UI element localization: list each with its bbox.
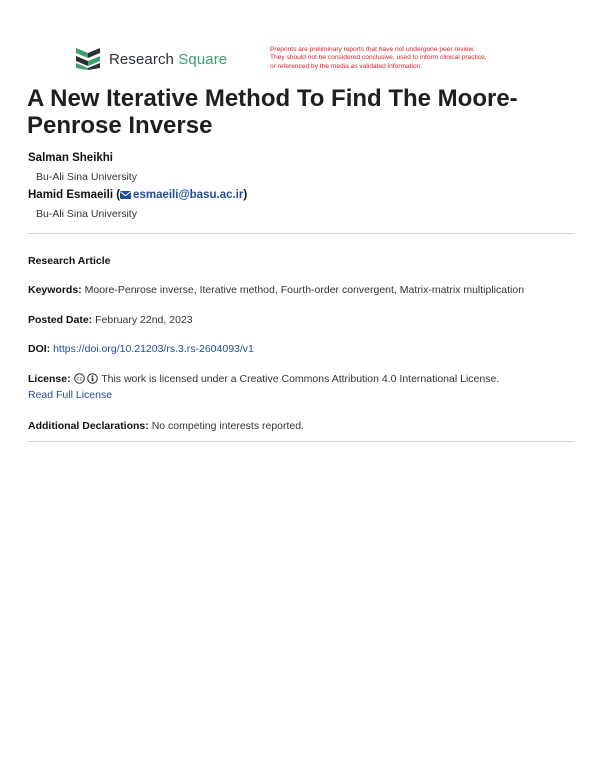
article-type-value: Research Article	[28, 255, 111, 267]
posted-date-row	[28, 312, 578, 328]
svg-text:cc: cc	[76, 376, 83, 383]
declarations-label: Additional Declarations:	[28, 420, 149, 432]
doi-link[interactable]: https://doi.org/10.21203/rs.3.rs-2604093/v1	[53, 343, 254, 355]
research-square-logo-icon	[74, 48, 102, 70]
divider-bottom	[28, 441, 574, 442]
license-text: This work is licensed under a Creative Commons Attribution 4.0 International License.	[101, 373, 500, 385]
author-entry-2: Hamid Esmaeili ( esmaeili@basu.ac.ir)	[28, 189, 248, 201]
read-full-license-link[interactable]: Read Full License	[28, 389, 113, 401]
posted-date-value: February 22nd, 2023	[95, 314, 193, 326]
author-affiliation-2: Bu-Ali Sina University	[36, 208, 137, 220]
declarations-row	[28, 418, 578, 434]
paper-title: A New Iterative Method To Find The Moore-Penrose Inverse	[27, 85, 518, 139]
brand-name-part1: Research	[109, 50, 174, 68]
keywords-value: Moore-Penrose inverse, Iterative method, Fourth-order convergent, Matrix-matrix multiplication	[84, 284, 525, 296]
author-email: esmaeili@basu.ac.ir	[133, 189, 244, 201]
keywords-label: Keywords:	[28, 284, 82, 296]
author-email-link[interactable]	[120, 189, 243, 201]
license-row	[28, 371, 578, 403]
author-affiliation-1: Bu-Ali Sina University	[36, 171, 137, 183]
research-square-logo[interactable]	[74, 48, 227, 70]
article-type	[28, 253, 578, 269]
author-name-2: Hamid Esmaeili	[28, 189, 114, 201]
doi-label: DOI:	[28, 343, 51, 355]
preprint-disclaimer: Preprints are preliminary reports that have not undergone peer review. They should not be considered conclusive, used to inform clinical practice, or referenced by the media as validated information.	[270, 46, 487, 70]
declarations-value: No competing interests reported.	[151, 420, 305, 432]
posted-date-label: Posted Date:	[28, 314, 93, 326]
doi-row	[28, 341, 578, 357]
license-label: License:	[28, 373, 71, 385]
author-name-1: Salman Sheikhi	[28, 152, 114, 164]
brand-name-part2: Square	[178, 50, 228, 68]
envelope-icon	[120, 191, 131, 199]
cc-icon	[74, 373, 85, 384]
by-icon	[87, 373, 98, 384]
divider-top	[28, 233, 574, 234]
brand-name	[109, 51, 227, 68]
keywords-row	[28, 282, 578, 298]
